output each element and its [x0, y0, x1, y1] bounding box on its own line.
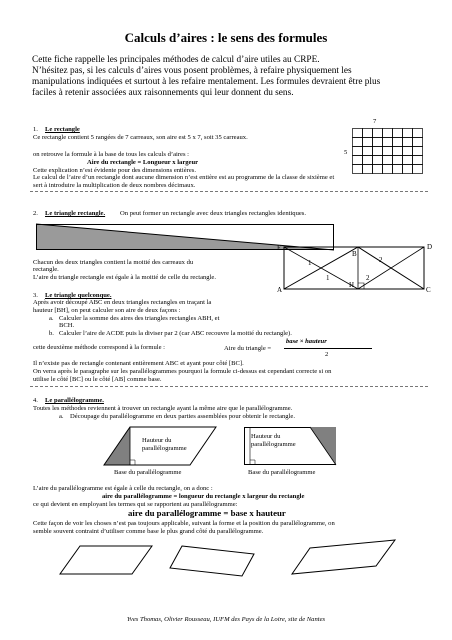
area-mark-1b: 1 [326, 274, 330, 282]
section-3-a-line-2: BCH. [59, 322, 75, 329]
point-d-label: D [427, 243, 433, 251]
grid-cell [373, 165, 383, 174]
grid-cell [393, 165, 403, 174]
fraction-bar [284, 348, 372, 349]
grid-cell [383, 147, 393, 156]
grid-cell [403, 129, 413, 138]
section-3-heading: Le triangle quelconque. [45, 292, 112, 299]
grid-cell [393, 147, 403, 156]
intro-line-1: Cette fiche rappelle les principales méthodes de calcul d’aire utiles au CRPE. [32, 55, 320, 65]
section-4-a-line-1: Découpage du parallélogramme en deux parties assemblées pour obtenir le rectangle. [70, 413, 296, 420]
grid-cell [353, 156, 363, 165]
grid-cell [363, 165, 373, 174]
point-c-label: C [426, 286, 431, 294]
section-1-number: 1. [33, 126, 38, 133]
grid-cell [353, 129, 363, 138]
section-2-line-1: On peut former un rectangle avec deux triangles rectangles identiques. [120, 210, 307, 217]
base-label-2: Base du parallélogramme [248, 469, 316, 476]
grid-cell [373, 156, 383, 165]
grid-cell [353, 165, 363, 174]
grid-cell [353, 147, 363, 156]
section-4-a-label: a. [59, 413, 64, 420]
section-2-text-1: Chacun des deux triangles contient la moitié des carreaux du [33, 259, 194, 266]
square-grid [352, 128, 424, 174]
divider [30, 191, 428, 192]
grid-cell [403, 156, 413, 165]
grid-cell [393, 138, 403, 147]
footer-credits: Yves Thomas, Olivier Rousseau, IUFM des Pays de la Loire, site de Nantes [126, 616, 326, 623]
area-mark-2b: 2 [366, 274, 370, 282]
rectangle-formula: Aire du rectangle = Longueur x largeur [87, 159, 199, 166]
section-3-number: 3. [33, 292, 38, 299]
section-4-heading: Le parallélogramme. [45, 397, 104, 404]
area-mark-1a: 1 [308, 259, 312, 267]
grid-cell [353, 138, 363, 147]
section-2-heading: Le triangle rectangle. [45, 210, 106, 217]
section-3-text-2: hauteur [BH], on peut calculer son aire de deux façons : [33, 307, 181, 314]
grid-cell [403, 138, 413, 147]
grid-cell [383, 156, 393, 165]
grid-cell [363, 156, 373, 165]
section-3-after-2: On verra après le paragraphe sur les parallélogrammes pourquoi la formule ci-dessus est cependant correcte si on [33, 368, 332, 375]
section-1-line-3: Cette explication n’est évidente pour des dimensions entières. [33, 167, 196, 174]
grid-cell [373, 138, 383, 147]
grid-cell [393, 156, 403, 165]
formula-numerator: base × hauteur [286, 338, 327, 345]
section-4-text-1: L’aire du parallélogramme est égale à celle du rectangle, on a donc : [33, 485, 213, 492]
section-4-line-1: Toutes les méthodes reviennent à trouver un rectangle ayant la même aire que le parallélogramme. [33, 405, 293, 412]
section-3-b-line-1: Calculer l’aire de ACDE puis la diviser par 2 (car ABC recouvre la moitié du rectangle). [59, 330, 292, 337]
parallelogram-formula-2: aire du parallélogramme = base x hauteur [128, 508, 286, 518]
section-2-number: 2. [33, 210, 38, 217]
grid-cell [413, 147, 423, 156]
point-e-label: E [277, 244, 282, 252]
section-4-text-2: ce qui devient en employant les termes qui se rapportent au parallélogramme: [33, 501, 238, 508]
triangle-abc-diagram [274, 240, 434, 295]
section-1-line-2: on retrouve la formule à la base de tous les calculs d’aires : [33, 151, 189, 158]
grid-cell [383, 129, 393, 138]
parallelogram-formula-1: aire du parallélogramme = longueur du rectangle x largeur du rectangle [102, 493, 305, 500]
grid-cell [413, 165, 423, 174]
grid-cell [363, 129, 373, 138]
section-1-heading: Le rectangle [45, 126, 80, 133]
formula-lhs: Aire du triangle = [224, 345, 272, 352]
grid-cell [413, 129, 423, 138]
point-h-label: H [349, 281, 355, 289]
section-3-a-label: a. [49, 315, 54, 322]
grid-cell [403, 147, 413, 156]
base-label-1: Base du parallélogramme [114, 469, 182, 476]
formula-intro: cette deuxième méthode correspond à la formule : [33, 344, 166, 351]
grid-cell [403, 165, 413, 174]
intro-line-4: faciles à retenir associées aux raisonnements qui leur donnent du sens. [32, 88, 294, 98]
section-4-text-3: Cette façon de voir les choses n’est pas toujours applicable, suivant la forme et la position du parallélogramme, on [33, 520, 335, 527]
point-a-label: A [277, 286, 283, 294]
grid-cell [363, 147, 373, 156]
section-3-b-label: b. [49, 330, 54, 337]
grid-cell [413, 138, 423, 147]
section-4-number: 4. [33, 397, 38, 404]
point-b-label: B [352, 250, 357, 258]
section-3-a-line-1: Calculer la somme des aires des triangles rectangles ABH, et [59, 315, 220, 322]
grid-cell [363, 138, 373, 147]
divider [30, 386, 428, 387]
section-3-after-3: utilise le côté [BC] ou le côté [AB] comme base. [33, 376, 162, 383]
grid-cell [383, 165, 393, 174]
grid-rows-label: 5 [344, 149, 348, 156]
section-2-text-2: rectangle. [33, 266, 59, 273]
grid-cell [373, 129, 383, 138]
section-4-text-4: semble souvent contraint d’utiliser comme base le plus grand côté du parallélogramme. [33, 528, 264, 535]
grid-cell [393, 129, 403, 138]
section-1-line-4: Le calcul de l’aire d’un rectangle dont aucune dimension n’est entière est au programme de la classe de sixième et [33, 174, 335, 181]
section-3-after-1: Il n’existe pas de rectangle contenant entièrement ABC et ayant pour côté [BC]. [33, 360, 244, 367]
height-label-2: Hauteur du parallélogramme [251, 433, 296, 448]
section-3-text-1: Après avoir découpé ABC en deux triangles rectangles en traçant la [33, 299, 212, 306]
intro-line-2: N’hésitez pas, si les calculs d’aires vous posent problèmes, à refaire physiquement les [32, 66, 352, 76]
parallelogram-shapes [60, 540, 395, 580]
grid-cell [413, 156, 423, 165]
grid-cell [383, 138, 393, 147]
section-1-line-5: sert à introduire la multiplication de deux nombres décimaux. [33, 182, 196, 189]
grid-cols-label: 7 [373, 118, 377, 125]
grid-cell [373, 147, 383, 156]
area-mark-2a: 2 [379, 256, 383, 264]
page-title: Calculs d’aires : le sens des formules [124, 30, 328, 45]
section-1-line-1: Ce rectangle contient 5 rangées de 7 carreaux, son aire est 5 x 7, soit 35 carreaux. [33, 134, 248, 141]
formula-denominator: 2 [325, 351, 329, 358]
height-label-1: Hauteur du parallélogramme [142, 437, 187, 452]
intro-line-3: manipulations indiquées et surtout à les refaire mentalement. Les formules devraient être plus [32, 77, 381, 87]
section-2-text-3: L’aire du triangle rectangle est égale à la moitié de celle du rectangle. [33, 274, 217, 281]
